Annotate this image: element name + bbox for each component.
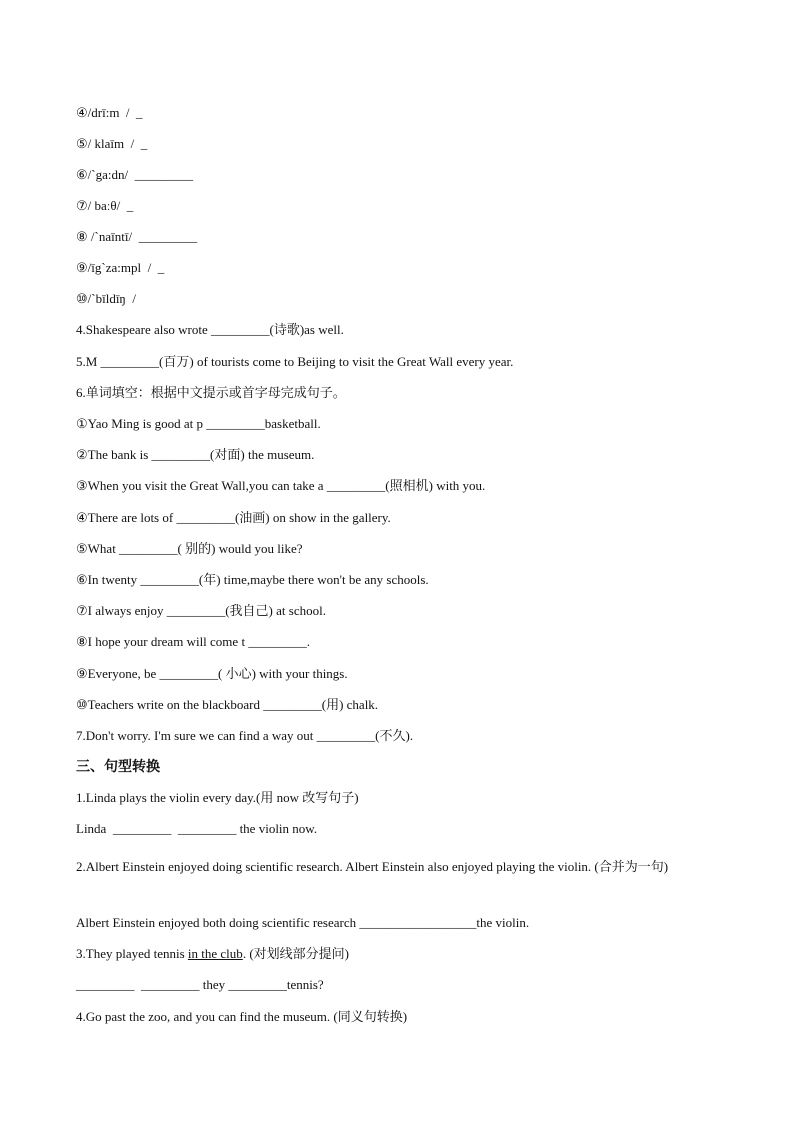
phonetic-item-10: ⑩/ˋbīldīŋ / <box>76 291 136 306</box>
question-6-instruction: 6.单词填空：根据中文提示或首字母完成句子。 <box>76 385 346 400</box>
transform-answer-2: Albert Einstein enjoyed both doing scientific research __________________the violin. <box>76 915 530 930</box>
transform-question-3 <box>76 945 734 963</box>
section-heading: 三、句型转换 <box>76 759 160 775</box>
phonetic-item-7: ⑦/ baːθ/ _ <box>76 198 134 213</box>
transform-question-1: 1.Linda plays the violin every day.(用 now 改写句子) <box>76 790 359 805</box>
question-4: 4.Shakespeare also wrote _________(诗歌)as well. <box>76 322 344 337</box>
phonetic-item-6: ⑥/ˋga:dn/ _________ <box>76 167 194 182</box>
fill-item-7: ⑦I always enjoy _________(我自己) at school. <box>76 603 326 618</box>
fill-item-1: ①Yao Ming is good at p _________basketball. <box>76 416 321 431</box>
underlined-phrase: in the club <box>187 946 243 961</box>
fill-item-4: ④There are lots of _________(油画) on show in the gallery. <box>76 510 391 525</box>
fill-item-10: ⑩Teachers write on the blackboard _________(用) chalk. <box>76 697 379 712</box>
phonetic-item-4: ④/drī:m / _ <box>76 105 143 120</box>
fill-item-2: ②The bank is _________(对面) the museum. <box>76 447 315 462</box>
transform-question-4: 4.Go past the zoo, and you can find the museum. (同义句转换) <box>76 1009 408 1024</box>
question-7: 7.Don't worry. I'm sure we can find a way out _________(不久). <box>76 728 414 743</box>
fill-item-8: ⑧I hope your dream will come t _________. <box>76 634 311 649</box>
transform-answer-1: Linda _________ _________ the violin now. <box>76 821 318 836</box>
phonetic-item-8: ⑧ /ˋnaīntī/ _________ <box>76 229 198 244</box>
fill-item-6: ⑥In twenty _________(年) time,maybe there won't be any schools. <box>76 572 429 587</box>
question-3-text-start: 3.They played tennis <box>76 946 188 961</box>
transform-answer-3: _________ _________ they _________tennis? <box>76 977 324 992</box>
phonetic-item-9: ⑨/īgˋza:mpl / _ <box>76 260 165 275</box>
fill-item-9: ⑨Everyone, be _________( 小心) with your things. <box>76 666 348 681</box>
fill-item-5: ⑤What _________( 别的) would you like? <box>76 541 303 556</box>
transform-question-2: 2.Albert Einstein enjoyed doing scientific research. Albert Einstein also enjoyed playing the violin. (合并为一句) <box>76 859 669 874</box>
question-3-text-end: . (对划线部分提问) <box>242 946 349 961</box>
question-5: 5.M _________(百万) of tourists come to Beijing to visit the Great Wall every year. <box>76 354 514 369</box>
phonetic-item-5: ⑤/ klaīm / _ <box>76 136 148 151</box>
fill-item-3: ③When you visit the Great Wall,you can take a _________(照相机) with you. <box>76 478 486 493</box>
